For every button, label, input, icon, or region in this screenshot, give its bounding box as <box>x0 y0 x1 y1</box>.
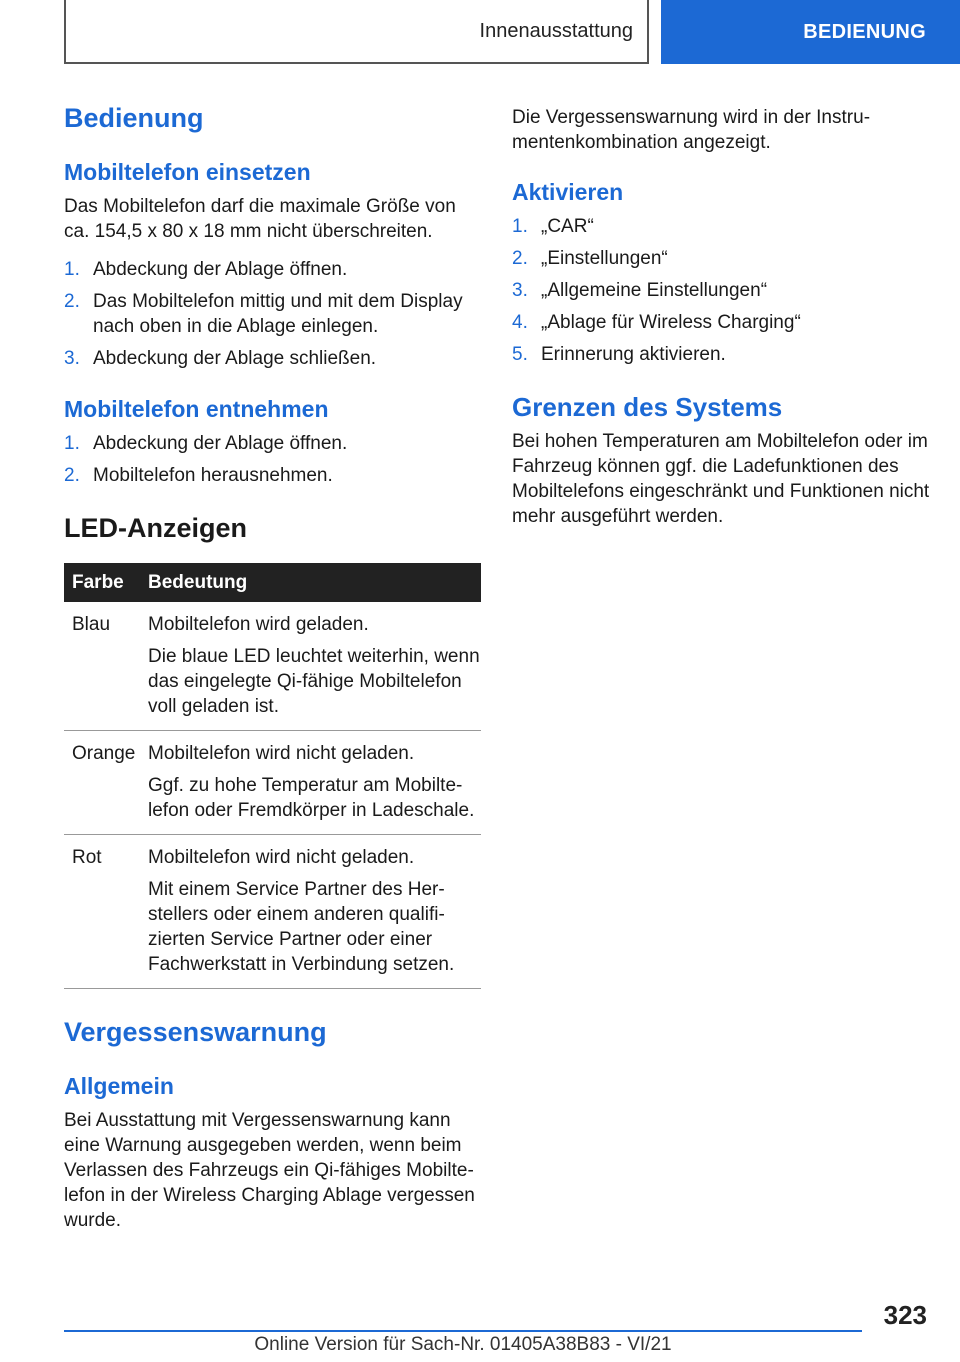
page-title: Bedienung <box>64 103 204 133</box>
table-row <box>64 731 481 835</box>
meaning-detail: Ggf. zu hohe Temperatur am Mobiltelefon oder Fremdkörper in Ladeschale. <box>148 775 475 821</box>
header-section-label: Innenausstattung <box>479 19 633 42</box>
heading-grenzen: Grenzen des Systems <box>512 392 783 422</box>
list-item <box>64 431 480 456</box>
step-number: 3. <box>512 280 528 301</box>
meaning-detail: Die blaue LED leuchtet weiterhin, wenn das eingelegte Qi-fähige Mobiltelefon voll geladen ist. <box>148 646 480 717</box>
aktivieren-steps <box>512 214 928 374</box>
allgemein-text: Bei Ausstattung mit Vergessenswarnung kann eine Warnung ausgegeben werden, wenn beim Verlassen des Fahrzeugs ein Qi-fähiges Mobiltelefon in der Wireless Charging Ablage vergessen wurde. <box>64 1110 475 1231</box>
meaning-main: Mobiltelefon wird geladen. <box>148 614 369 635</box>
list-item <box>512 246 928 271</box>
list-item <box>64 257 480 282</box>
heading-led: LED-Anzeigen <box>64 513 248 543</box>
step-number: 1. <box>64 433 80 454</box>
column-header-bedeutung: Bedeutung <box>148 563 481 602</box>
cell-color: Rot <box>64 835 148 989</box>
cell-color: Orange <box>64 731 148 835</box>
cell-meaning <box>148 602 481 731</box>
right-intro: Die Vergessenswarnung wird in der Instrumentenkombination angezeigt. <box>512 107 871 153</box>
step-number: 2. <box>512 248 528 269</box>
page-number: 323 <box>883 1300 927 1330</box>
table-row <box>64 602 481 731</box>
step-text: „Allgemeine Einstellungen“ <box>541 280 768 301</box>
heading-entnehmen: Mobiltelefon entnehmen <box>64 396 329 422</box>
heading-allgemein: Allgemein <box>64 1073 174 1099</box>
list-item <box>64 346 480 371</box>
meaning-main: Mobiltelefon wird nicht geladen. <box>148 847 415 868</box>
led-table <box>64 563 481 989</box>
step-number: 4. <box>512 312 528 333</box>
step-text: „Einstellungen“ <box>541 248 668 269</box>
meaning-main: Mobiltelefon wird nicht geladen. <box>148 743 415 764</box>
list-item <box>512 310 928 335</box>
step-number: 5. <box>512 344 528 365</box>
step-number: 2. <box>64 291 80 312</box>
footer-version: Online Version für Sach-Nr. 01405A38B83 - VI/21 <box>254 1334 672 1355</box>
step-text: Abdeckung der Ablage öffnen. <box>93 259 348 280</box>
meaning-detail: Mit einem Service Partner des Herstellers oder einem anderen qualifizierten Service Partner oder einer Fachwerkstatt in Verbindung setzen. <box>148 879 455 975</box>
step-text: Abdeckung der Ablage schließen. <box>93 348 377 369</box>
einsetzen-intro: Das Mobiltelefon darf die maximale Größe von ca. 154,5 x 80 x 18 mm nicht überschreiten. <box>64 196 456 242</box>
header-chapter-label: BEDIENUNG <box>803 20 926 43</box>
cell-meaning <box>148 835 481 989</box>
footer-rule <box>64 1330 862 1332</box>
header-chapter-tab <box>661 0 960 64</box>
grenzen-text: Bei hohen Temperaturen am Mobiltelefon oder im Fahrzeug können ggf. die Ladefunktionen des Mobiltelefons eingeschränkt und Funktionen nicht mehr ausgeführt werden. <box>512 431 930 527</box>
step-number: 1. <box>64 259 80 280</box>
heading-vergessenswarnung: Vergessenswarnung <box>64 1017 327 1047</box>
cell-meaning <box>148 731 481 835</box>
einsetzen-steps <box>64 257 480 378</box>
step-text: Mobiltelefon herausnehmen. <box>93 465 333 486</box>
step-number: 1. <box>512 216 528 237</box>
step-text: Das Mobiltelefon mittig und mit dem Display nach oben in die Ablage einlegen. <box>93 291 463 337</box>
step-text: „Ablage für Wireless Charging“ <box>541 312 801 333</box>
step-text: „CAR“ <box>541 216 594 237</box>
step-text: Erinnerung aktivieren. <box>541 344 726 365</box>
step-number: 2. <box>64 465 80 486</box>
table-row <box>64 835 481 989</box>
heading-einsetzen: Mobiltelefon einsetzen <box>64 159 311 185</box>
list-item <box>64 463 480 488</box>
list-item <box>512 342 928 367</box>
entnehmen-steps <box>64 431 480 495</box>
heading-aktivieren: Aktivieren <box>512 179 624 205</box>
step-text: Abdeckung der Ablage öffnen. <box>93 433 348 454</box>
list-item <box>64 289 480 339</box>
step-number: 3. <box>64 348 80 369</box>
header-section-tab <box>64 0 649 64</box>
list-item <box>512 278 928 303</box>
list-item <box>512 214 928 239</box>
column-header-farbe: Farbe <box>64 563 148 602</box>
cell-color: Blau <box>64 602 148 731</box>
